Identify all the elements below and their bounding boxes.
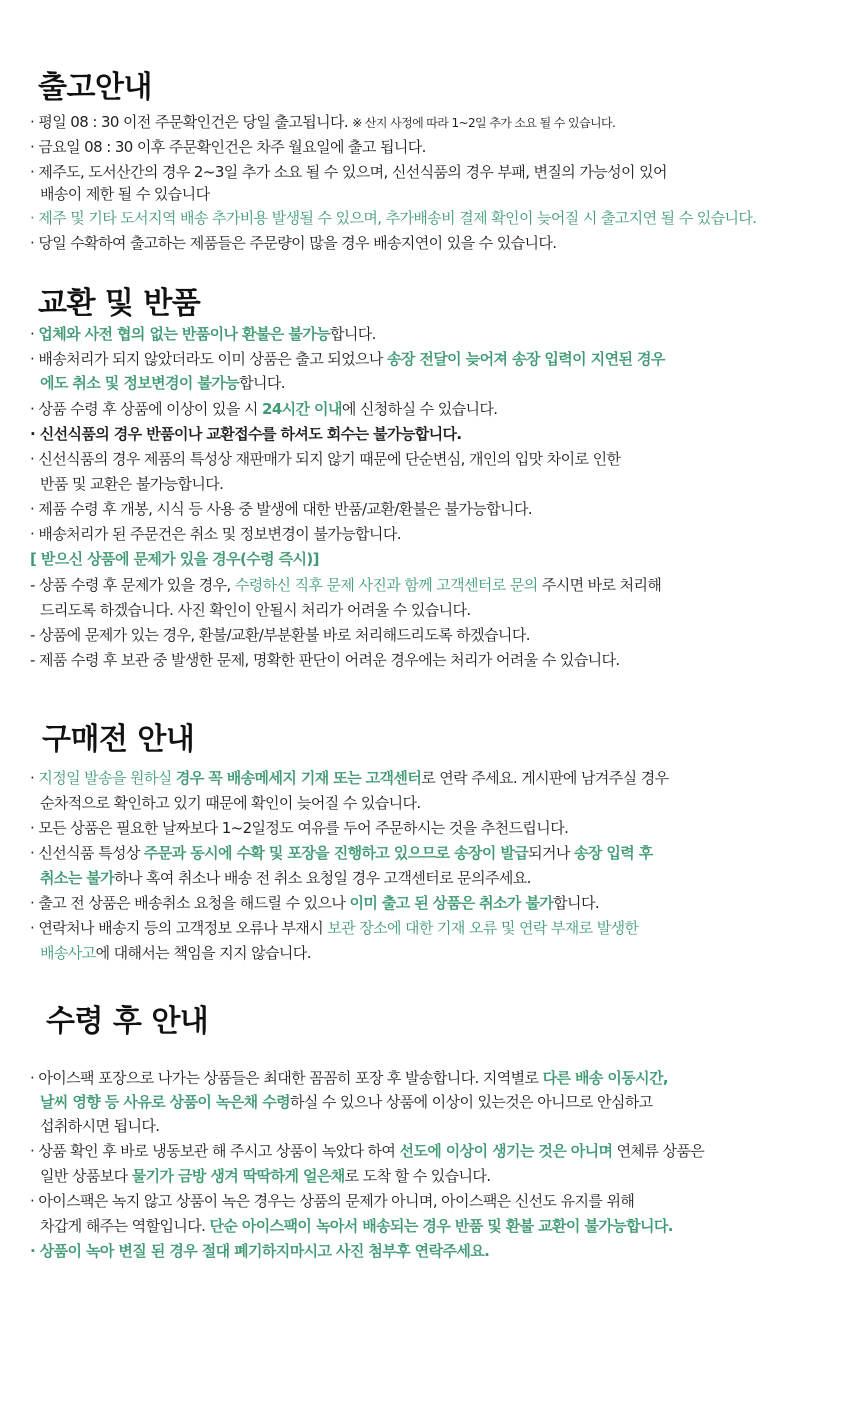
- exchange-line: · 업체와 사전 협의 없는 반품이나 환불은 불가능합니다.: [30, 325, 376, 343]
- shipping-line: · 당일 수확하여 출고하는 제품들은 주문량이 많을 경우 배송지연이 있을 수 있습니다.: [30, 234, 557, 252]
- receipt-line: · 아이스팩 포장으로 나가는 상품들은 최대한 꼼꼼히 포장 후 발송합니다. 지역별로 다른 배송 이동시간,: [30, 1069, 669, 1087]
- purchase-line: 순차적으로 확인하고 있기 때문에 확인이 늦어질 수 있습니다.: [40, 794, 421, 812]
- purchase-line: · 연락처나 배송지 등의 고객정보 오류나 부재시 보관 장소에 대한 기재 오류 및 연락 부재로 발생한: [30, 919, 639, 937]
- receipt-line: 날씨 영향 등 사유로 상품이 녹은채 수령하실 수 있으나 상품에 이상이 있는것은 아니므로 안심하고: [40, 1093, 653, 1111]
- exchange-line: 드리도록 하겠습니다. 사진 확인이 안될시 처리가 어려울 수 있습니다.: [40, 601, 471, 619]
- exchange-line: · 제품 수령 후 개봉, 시식 등 사용 중 발생에 대한 반품/교환/환불은 불가능합니다.: [30, 500, 533, 518]
- section-title-after-receipt: 수령 후 안내: [46, 1004, 209, 1039]
- exchange-line: · 상품 수령 후 상품에 이상이 있을 시 24시간 이내에 신청하실 수 있습니다.: [30, 400, 498, 418]
- purchase-line: · 출고 전 상품은 배송취소 요청을 해드릴 수 있으나 이미 출고 된 상품은 취소가 불가합니다.: [30, 894, 600, 912]
- receipt-line: · 아이스팩은 녹지 않고 상품이 녹은 경우는 상품의 문제가 아니며, 아이스팩은 신선도 유지를 위해: [30, 1192, 635, 1210]
- receipt-line: · 상품 확인 후 바로 냉동보관 해 주시고 상품이 녹았다 하여 선도에 이상이 생기는 것은 아니며 연체류 상품은: [30, 1142, 705, 1160]
- exchange-line: - 상품에 문제가 있는 경우, 환불/교환/부분환불 바로 처리해드리도록 하겠습니다.: [30, 626, 530, 644]
- exchange-line: · 배송처리가 된 주문건은 취소 및 정보변경이 불가능합니다.: [30, 525, 401, 543]
- section-title-shipping: 출고안내: [38, 70, 152, 105]
- exchange-subheading: [ 받으신 상품에 문제가 있을 경우(수령 즉시)]: [30, 550, 319, 568]
- purchase-line: 취소는 불가하나 혹여 취소나 배송 전 취소 요청일 경우 고객센터로 문의주세요.: [40, 869, 531, 887]
- purchase-line: · 지정일 발송을 원하실 경우 꼭 배송메세지 기재 또는 고객센터로 연락 주세요. 게시판에 남겨주실 경우: [30, 769, 669, 787]
- shipping-line: · 제주 및 기타 도서지역 배송 추가비용 발생될 수 있으며, 추가배송비 결제 확인이 늦어질 시 출고지연 될 수 있습니다.: [30, 209, 757, 227]
- exchange-line: · 배송처리가 되지 않았더라도 이미 상품은 출고 되었으나 송장 전달이 늦어져 송장 입력이 지연된 경우: [30, 350, 665, 368]
- exchange-line: · 신선식품의 경우 반품이나 교환접수를 하셔도 회수는 불가능합니다.: [30, 425, 462, 443]
- exchange-line: · 신선식품의 경우 제품의 특성상 재판매가 되지 않기 때문에 단순변심, 개인의 입맛 차이로 인한: [30, 450, 621, 468]
- purchase-line: 배송사고에 대해서는 책임을 지지 않습니다.: [40, 944, 311, 962]
- exchange-line: - 상품 수령 후 문제가 있을 경우, 수령하신 직후 문제 사진과 함께 고객센터로 문의 주시면 바로 처리해: [30, 576, 662, 594]
- shipping-line: 배송이 제한 될 수 있습니다: [40, 185, 210, 203]
- exchange-line: - 제품 수령 후 보관 중 발생한 문제, 명확한 판단이 어려운 경우에는 처리가 어려울 수 있습니다.: [30, 651, 620, 669]
- receipt-line: · 상품이 녹아 변질 된 경우 절대 폐기하지마시고 사진 첨부후 연락주세요.: [30, 1242, 490, 1260]
- receipt-line: 섭취하시면 됩니다.: [40, 1117, 160, 1135]
- exchange-line: 에도 취소 및 정보변경이 불가능합니다.: [40, 374, 285, 392]
- shipping-line: · 제주도, 도서산간의 경우 2~3일 추가 소요 될 수 있으며, 신선식품의 경우 부패, 변질의 가능성이 있어: [30, 163, 667, 181]
- receipt-line: 차갑게 해주는 역할입니다. 단순 아이스팩이 녹아서 배송되는 경우 반품 및 환불 교환이 불가능합니다.: [40, 1217, 673, 1235]
- shipping-line: · 금요일 08 : 30 이후 주문확인건은 차주 월요일에 출고 됩니다.: [30, 138, 426, 156]
- section-title-exchange-return: 교환 및 반품: [38, 286, 201, 321]
- purchase-line: · 모든 상품은 필요한 날짜보다 1~2일정도 여유를 두어 주문하시는 것을 추천드립니다.: [30, 819, 569, 837]
- shipping-line: · 평일 08 : 30 이전 주문확인건은 당일 출고됩니다. ※ 산지 사정에 따라 1~2일 추가 소요 될 수 있습니다.: [30, 113, 616, 131]
- receipt-line: 일반 상품보다 물기가 금방 생겨 딱딱하게 얼은채로 도착 할 수 있습니다.: [40, 1167, 491, 1185]
- purchase-line: · 신선식품 특성상 주문과 동시에 수확 및 포장을 진행하고 있으므로 송장이 발급되거나 송장 입력 후: [30, 844, 653, 862]
- section-title-before-purchase: 구매전 안내: [42, 722, 195, 757]
- exchange-line: 반품 및 교환은 불가능합니다.: [40, 475, 224, 493]
